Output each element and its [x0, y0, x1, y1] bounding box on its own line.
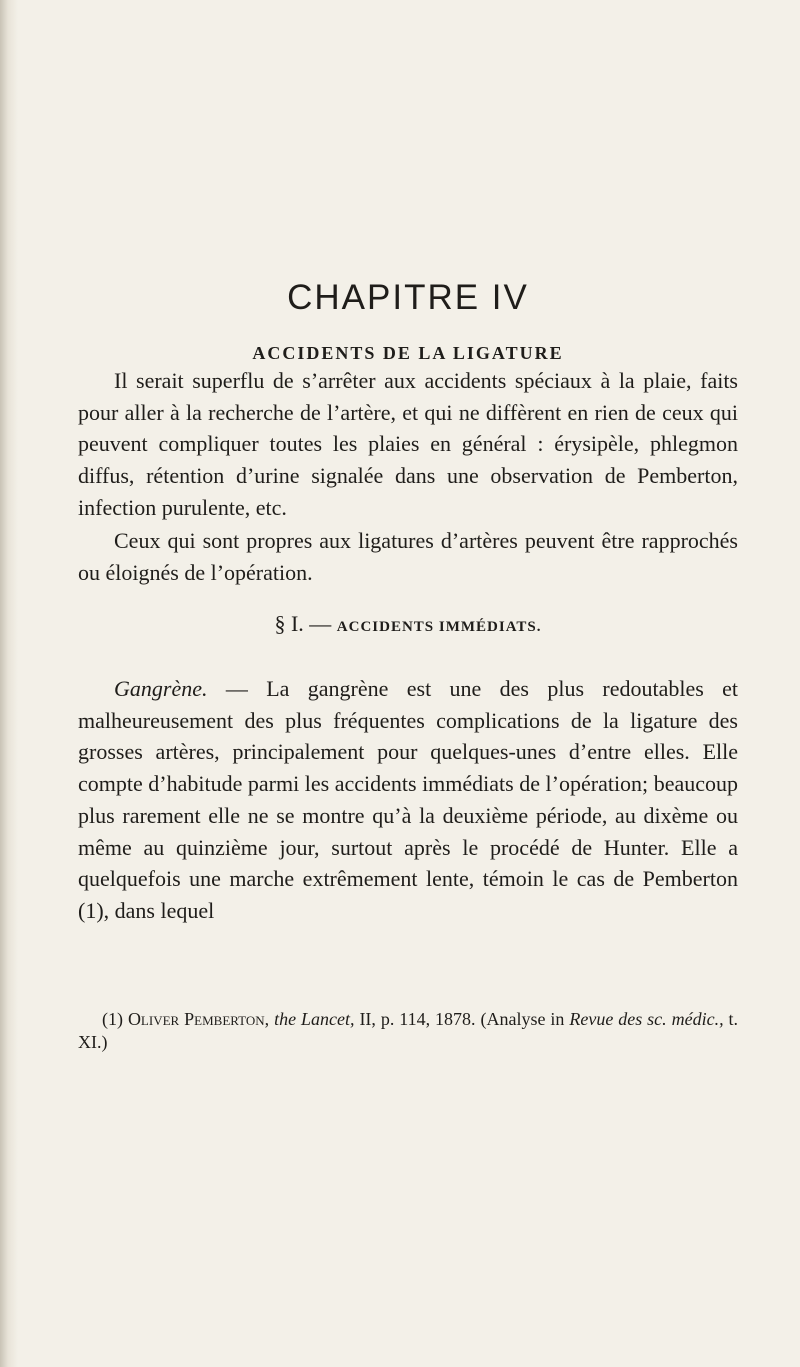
- section-mark: § I. —: [274, 611, 332, 636]
- gangrene-lead: Gangrène.: [114, 676, 208, 701]
- gangrene-paragraph: [78, 673, 738, 927]
- footnote-marker: (1): [102, 1009, 123, 1029]
- page-left-edge-shadow: [0, 0, 18, 1367]
- chapter-title: CHAPITRE IV: [287, 278, 529, 317]
- section-heading: [78, 613, 738, 635]
- section-title: ACCIDENTS IMMÉDIATS.: [336, 619, 542, 635]
- ligature-paragraph: Ceux qui sont propres aux ligatures d’artères peuvent être rapprochés ou éloignés de l’opération.: [78, 528, 738, 585]
- footnote: [78, 1008, 738, 1054]
- footnote-tome: t. XI.): [78, 1009, 739, 1052]
- gangrene-dash: —: [207, 676, 267, 701]
- chapter-subtitle: ACCIDENTS DE LA LIGATURE: [252, 343, 564, 363]
- footnote-journal: the Lancet,: [274, 1009, 355, 1029]
- footnote-details: II, p. 114, 1878. (Analyse in: [359, 1009, 565, 1029]
- book-page: [78, 0, 738, 1367]
- gangrene-text: La gangrène est une des plus redoutables et malheureusement des plus fréquentes complications de la ligature des grosses artères, principalement pour quelques-unes d’entre elles. Elle compte d’habitude parmi les accidents immédiats de l’opération; beaucoup plus rarement elle ne se montre qu’à la deuxième période, au dixème ou même au quinzième jour, surtout après le procédé de Hunter. Elle a quelquefois une marche extrêmement lente, témoin le cas de Pemberton (1), dans lequel: [78, 676, 739, 923]
- intro-paragraph: Il serait superflu de s’arrêter aux accidents spéciaux à la plaie, faits pour aller à la recherche de l’artère, et qui ne diffèrent en rien de ceux qui peuvent compliquer toutes les plaies en général : érysipèle, phlegmon diffus, rétention d’urine signalée dans une observation de Pemberton, infection purulente, etc.: [78, 368, 738, 520]
- footnote-revue: Revue des sc. médic.,: [569, 1009, 724, 1029]
- footnote-author: Oliver Pemberton,: [127, 1009, 270, 1029]
